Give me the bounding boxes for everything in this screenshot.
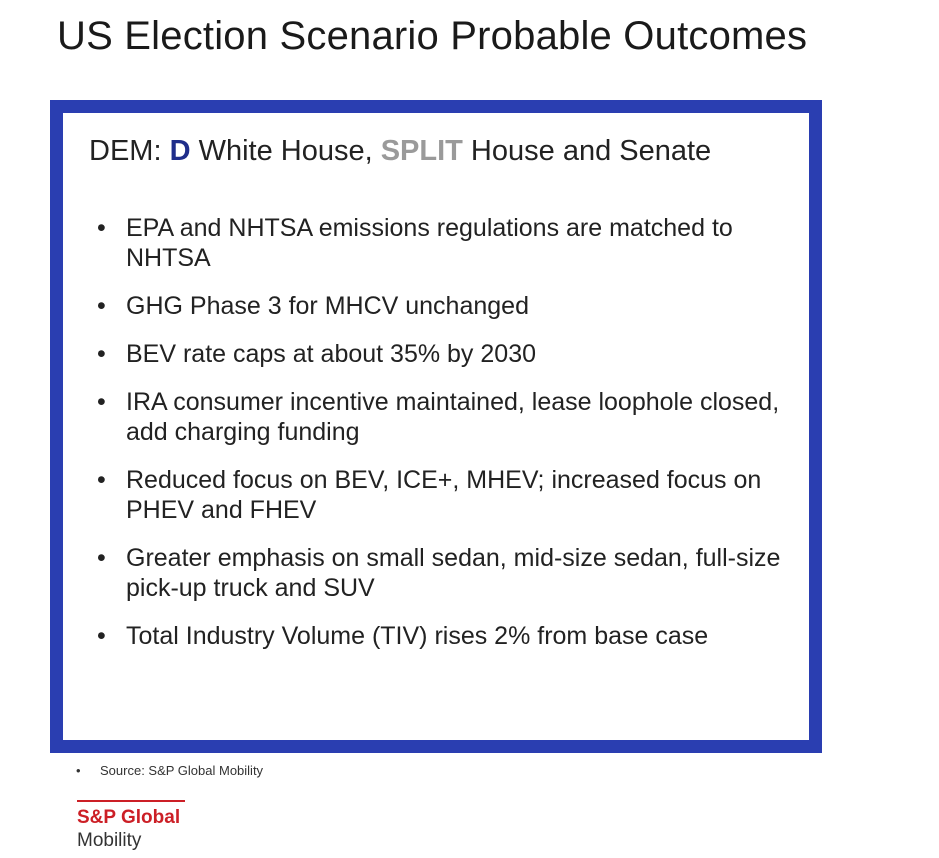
logo-rule [77,800,185,802]
logo-brand: S&P Global [77,807,181,828]
bullet-icon: • [97,544,106,572]
heading-suffix: House and Senate [462,135,712,167]
bullet-icon: • [97,388,106,416]
heading-party-d: D [169,135,191,167]
heading-split: SPLIT [380,135,463,167]
outcome-item [89,621,789,651]
scenario-box [50,100,822,753]
outcome-item [89,339,789,369]
logo-division: Mobility [77,830,142,851]
scenario-heading [89,135,711,168]
bullet-icon: • [97,466,106,494]
heading-mid: White House, [190,135,381,167]
outcome-text: IRA consumer incentive maintained, lease loophole closed, add charging funding [126,388,780,446]
source-bullet-icon: • [76,763,81,778]
slide-title: US Election Scenario Probable Outcomes [57,14,808,58]
outcome-item [89,465,789,525]
outcome-item [89,291,789,321]
outcome-text: Greater emphasis on small sedan, mid-size sedan, full-size pick-up truck and SUV [126,544,781,602]
outcomes-list [89,213,789,669]
bullet-icon: • [97,340,106,368]
outcome-text: Total Industry Volume (TIV) rises 2% from base case [126,622,709,650]
outcome-text: GHG Phase 3 for MHCV unchanged [126,292,529,320]
bullet-icon: • [97,214,106,242]
bullet-icon: • [97,292,106,320]
company-logo [77,800,197,853]
outcome-text: Reduced focus on BEV, ICE+, MHEV; increased focus on PHEV and FHEV [126,466,762,524]
outcome-item [89,213,789,273]
outcome-item [89,543,789,603]
heading-prefix: DEM: [89,135,170,167]
source-note [76,763,263,778]
outcome-text: BEV rate caps at about 35% by 2030 [126,340,536,368]
source-text: Source: S&P Global Mobility [100,763,264,778]
outcome-text: EPA and NHTSA emissions regulations are matched to NHTSA [126,214,733,272]
outcome-item [89,387,789,447]
bullet-icon: • [97,622,106,650]
